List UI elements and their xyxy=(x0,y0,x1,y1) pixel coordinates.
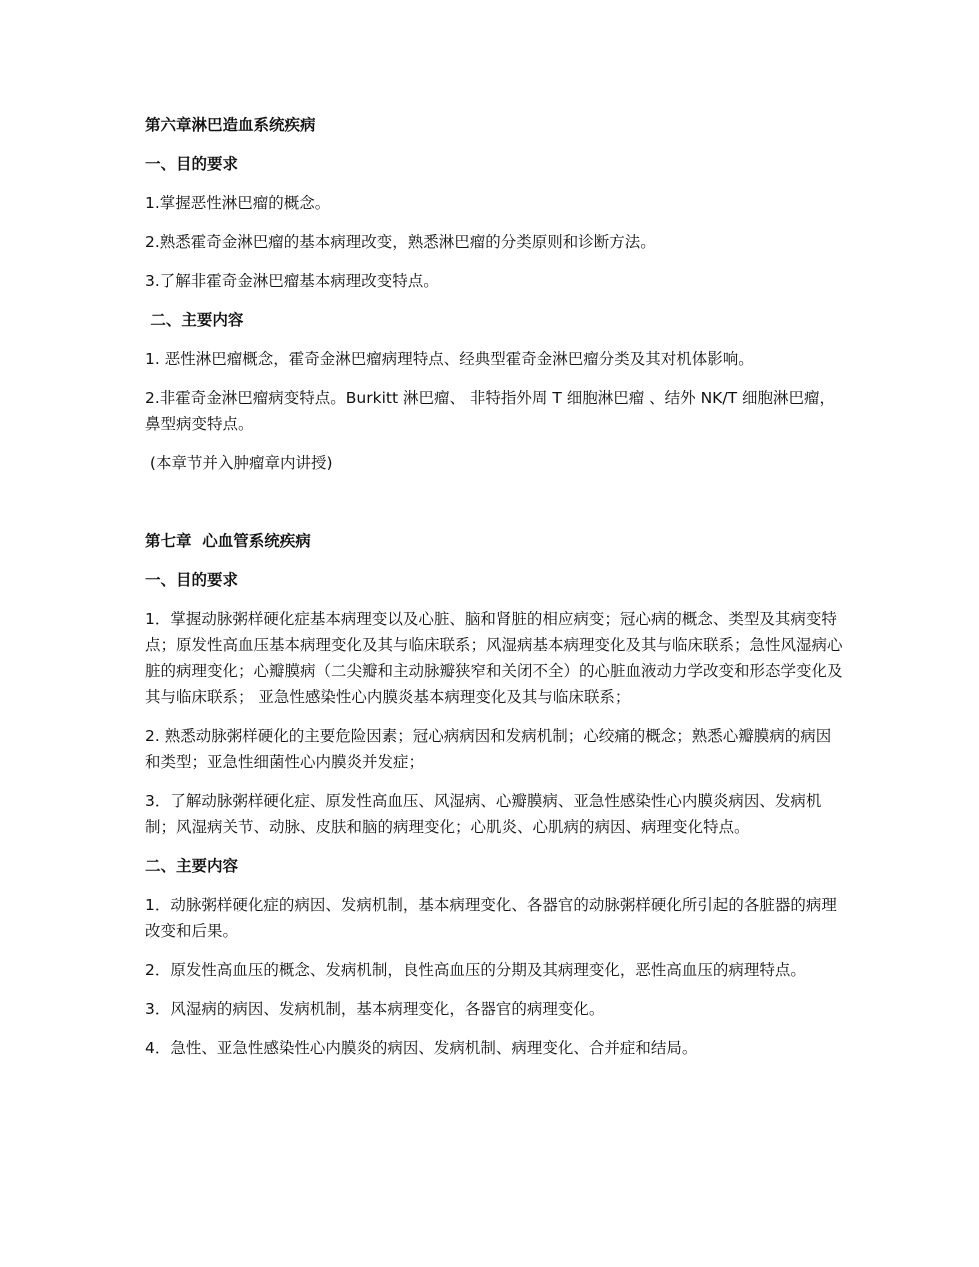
document-page xyxy=(145,112,845,1061)
chapter7-title: 第七章 心血管系统疾病 xyxy=(145,532,311,550)
chapter6-content-1: 1. 恶性淋巴瘤概念，霍奇金淋巴瘤病理特点、经典型霍奇金淋巴瘤分类及其对机体影响。 xyxy=(145,350,754,368)
chapter6-note: (本章节并入肿瘤章内讲授) xyxy=(145,454,333,472)
chapter6-objective-3: 3.了解非霍奇金淋巴瘤基本病理改变特点。 xyxy=(145,272,439,290)
chapter6-content-heading: 二、主要内容 xyxy=(145,311,244,329)
chapter7-objectives-heading: 一、目的要求 xyxy=(145,571,239,589)
chapter7-content-2: 2．原发性高血压的概念、发病机制，良性高血压的分期及其病理变化，恶性高血压的病理特点。 xyxy=(145,961,806,979)
chapter7-objective-1: 1．掌握动脉粥样硬化症基本病理变以及心脏、脑和肾脏的相应病变；冠心病的概念、类型及其病变特点；原发性高血压基本病理变化及其与临床联系；风湿病基本病理变化及其与临床联系；急性风湿病心脏的病理变化；心瓣膜病（二尖瓣和主动脉瓣狭窄和关闭不全）的心脏血液动力学改变和形态学变化及其与临床联系； 亚急性感染性心内膜炎基本病理变化及其与临床联系； xyxy=(145,610,843,706)
chapter6-objective-2: 2.熟悉霍奇金淋巴瘤的基本病理改变，熟悉淋巴瘤的分类原则和诊断方法。 xyxy=(145,233,656,251)
chapter7-content-3: 3．风湿病的病因、发病机制，基本病理变化，各器官的病理变化。 xyxy=(145,1000,605,1018)
chapter7-content-heading: 二、主要内容 xyxy=(145,857,239,875)
chapter6-objectives-heading: 一、目的要求 xyxy=(145,155,239,173)
chapter7-content-1: 1．动脉粥样硬化症的病因、发病机制，基本病理变化、各器官的动脉粥样硬化所引起的各脏器的病理改变和后果。 xyxy=(145,896,837,940)
chapter7-objective-3: 3．了解动脉粥样硬化症、原发性高血压、风湿病、心瓣膜病、亚急性感染性心内膜炎病因、发病机制；风湿病关节、动脉、皮肤和脑的病理变化；心肌炎、心肌病的病因、病理变化特点。 xyxy=(145,792,822,836)
chapter7-content-4: 4．急性、亚急性感染性心内膜炎的病因、发病机制、病理变化、合并症和结局。 xyxy=(145,1039,698,1057)
chapter6-objective-1: 1.掌握恶性淋巴瘤的概念。 xyxy=(145,194,331,212)
chapter7-objective-2: 2. 熟悉动脉粥样硬化的主要危险因素；冠心病病因和发病机制；心绞痛的概念；熟悉心瓣膜病的病因和类型；亚急性细菌性心内膜炎并发症； xyxy=(145,727,832,771)
chapter6-title: 第六章淋巴造血系统疾病 xyxy=(145,116,316,134)
chapter6-content-2: 2.非霍奇金淋巴瘤病变特点。Burkitt 淋巴瘤、 非特指外周 T 细胞淋巴瘤 、结外 NK/T 细胞淋巴瘤，鼻型病变特点。 xyxy=(145,389,835,433)
